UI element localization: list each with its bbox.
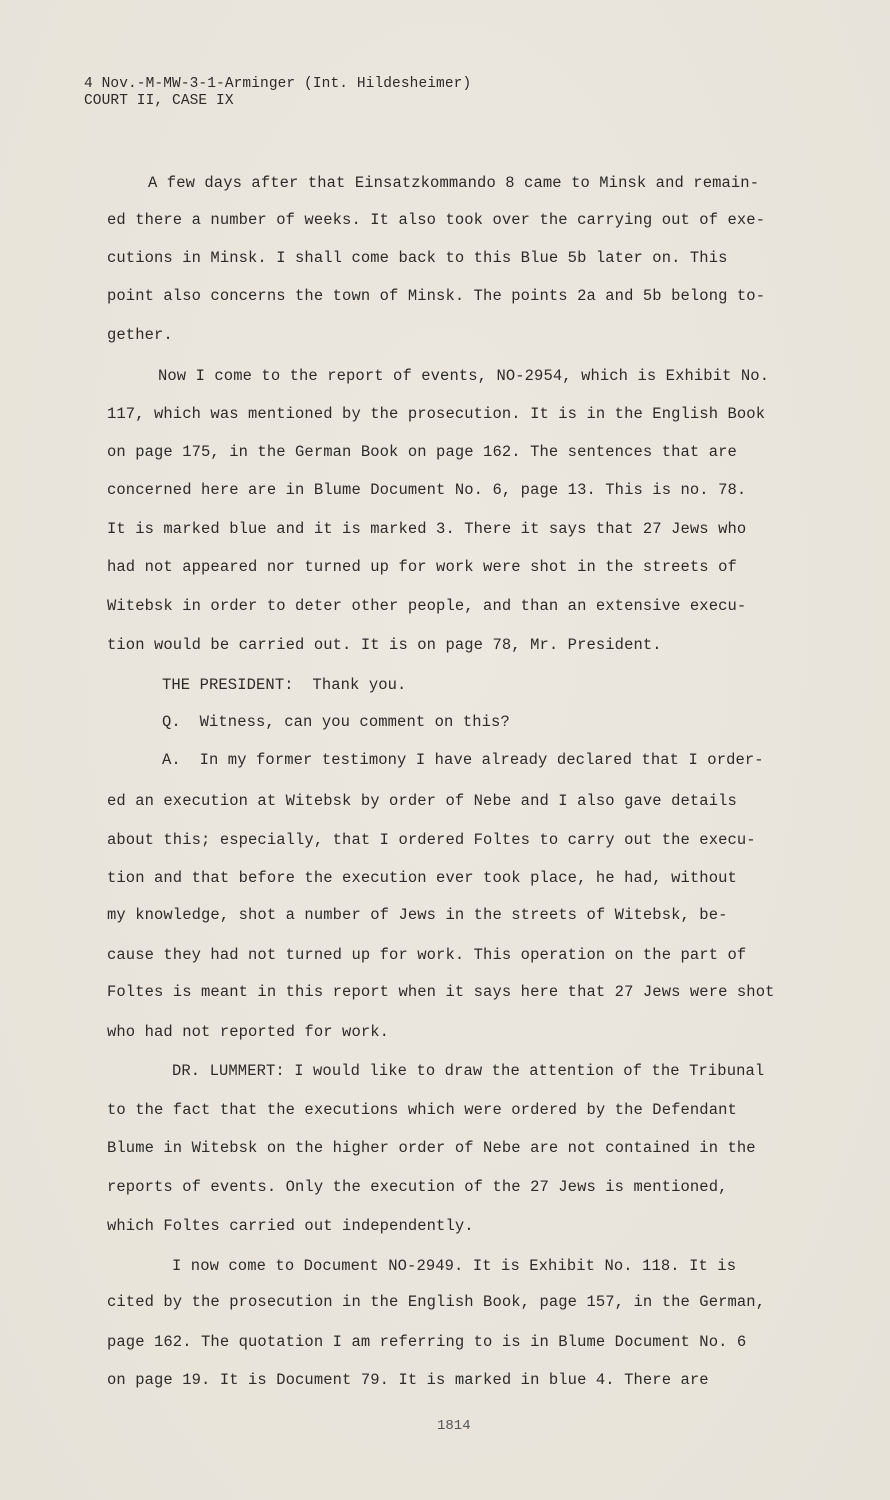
page-number: 1814 (437, 1418, 471, 1434)
text-line: It is marked blue and it is marked 3. There it says that 27 Jews who (107, 520, 747, 538)
text-line: gether. (107, 326, 173, 344)
text-line: on page 19. It is Document 79. It is marked in blue 4. There are (107, 1371, 709, 1389)
text-line: Q. Witness, can you comment on this? (162, 713, 510, 731)
text-line: my knowledge, shot a number of Jews in the streets of Witebsk, be- (107, 906, 728, 924)
text-line: Witebsk in order to deter other people, and than an extensive execu- (107, 597, 747, 615)
text-line: who had not reported for work. (107, 1023, 390, 1041)
text-line: on page 175, in the German Book on page 162. The sentences that are (107, 443, 737, 461)
text-line: ed an execution at Witebsk by order of Nebe and I also gave details (107, 792, 737, 810)
header-line-1: 4 Nov.-M-MW-3-1-Arminger (Int. Hildesheimer) (84, 76, 472, 92)
text-line: DR. LUMMERT: I would like to draw the attention of the Tribunal (172, 1062, 765, 1080)
text-line: tion and that before the execution ever took place, he had, without (107, 869, 737, 887)
text-line: page 162. The quotation I am referring to is in Blume Document No. 6 (107, 1333, 747, 1351)
text-line: tion would be carried out. It is on page 78, Mr. President. (107, 636, 662, 654)
text-line: concerned here are in Blume Document No. 6, page 13. This is no. 78. (107, 481, 747, 499)
text-line: about this; especially, that I ordered Foltes to carry out the execu- (107, 831, 756, 849)
text-line: ed there a number of weeks. It also took over the carrying out of exe- (107, 211, 766, 229)
text-line: 117, which was mentioned by the prosecution. It is in the English Book (107, 405, 766, 423)
text-line: point also concerns the town of Minsk. The points 2a and 5b belong to- (107, 287, 766, 305)
text-line: A. In my former testimony I have already declared that I order- (162, 751, 764, 769)
text-line: Blume in Witebsk on the higher order of Nebe are not contained in the (107, 1139, 756, 1157)
text-line: cutions in Minsk. I shall come back to this Blue 5b later on. This (107, 249, 728, 267)
text-line: cited by the prosecution in the English Book, page 157, in the German, (107, 1293, 766, 1311)
text-line: A few days after that Einsatzkommando 8 came to Minsk and remain- (148, 174, 760, 192)
text-line: which Foltes carried out independently. (107, 1217, 474, 1235)
text-line: cause they had not turned up for work. This operation on the part of (107, 946, 747, 964)
text-line: Foltes is meant in this report when it says here that 27 Jews were shot (107, 983, 775, 1001)
text-line: reports of events. Only the execution of the 27 Jews is mentioned, (107, 1178, 728, 1196)
text-line: I now come to Document NO-2949. It is Exhibit No. 118. It is (172, 1257, 737, 1275)
text-line: had not appeared nor turned up for work were shot in the streets of (107, 558, 737, 576)
text-line: Now I come to the report of events, NO-2954, which is Exhibit No. (158, 367, 770, 385)
text-line: THE PRESIDENT: Thank you. (162, 676, 407, 694)
header-line-2: COURT II, CASE IX (84, 93, 234, 109)
text-line: to the fact that the executions which were ordered by the Defendant (107, 1101, 737, 1119)
